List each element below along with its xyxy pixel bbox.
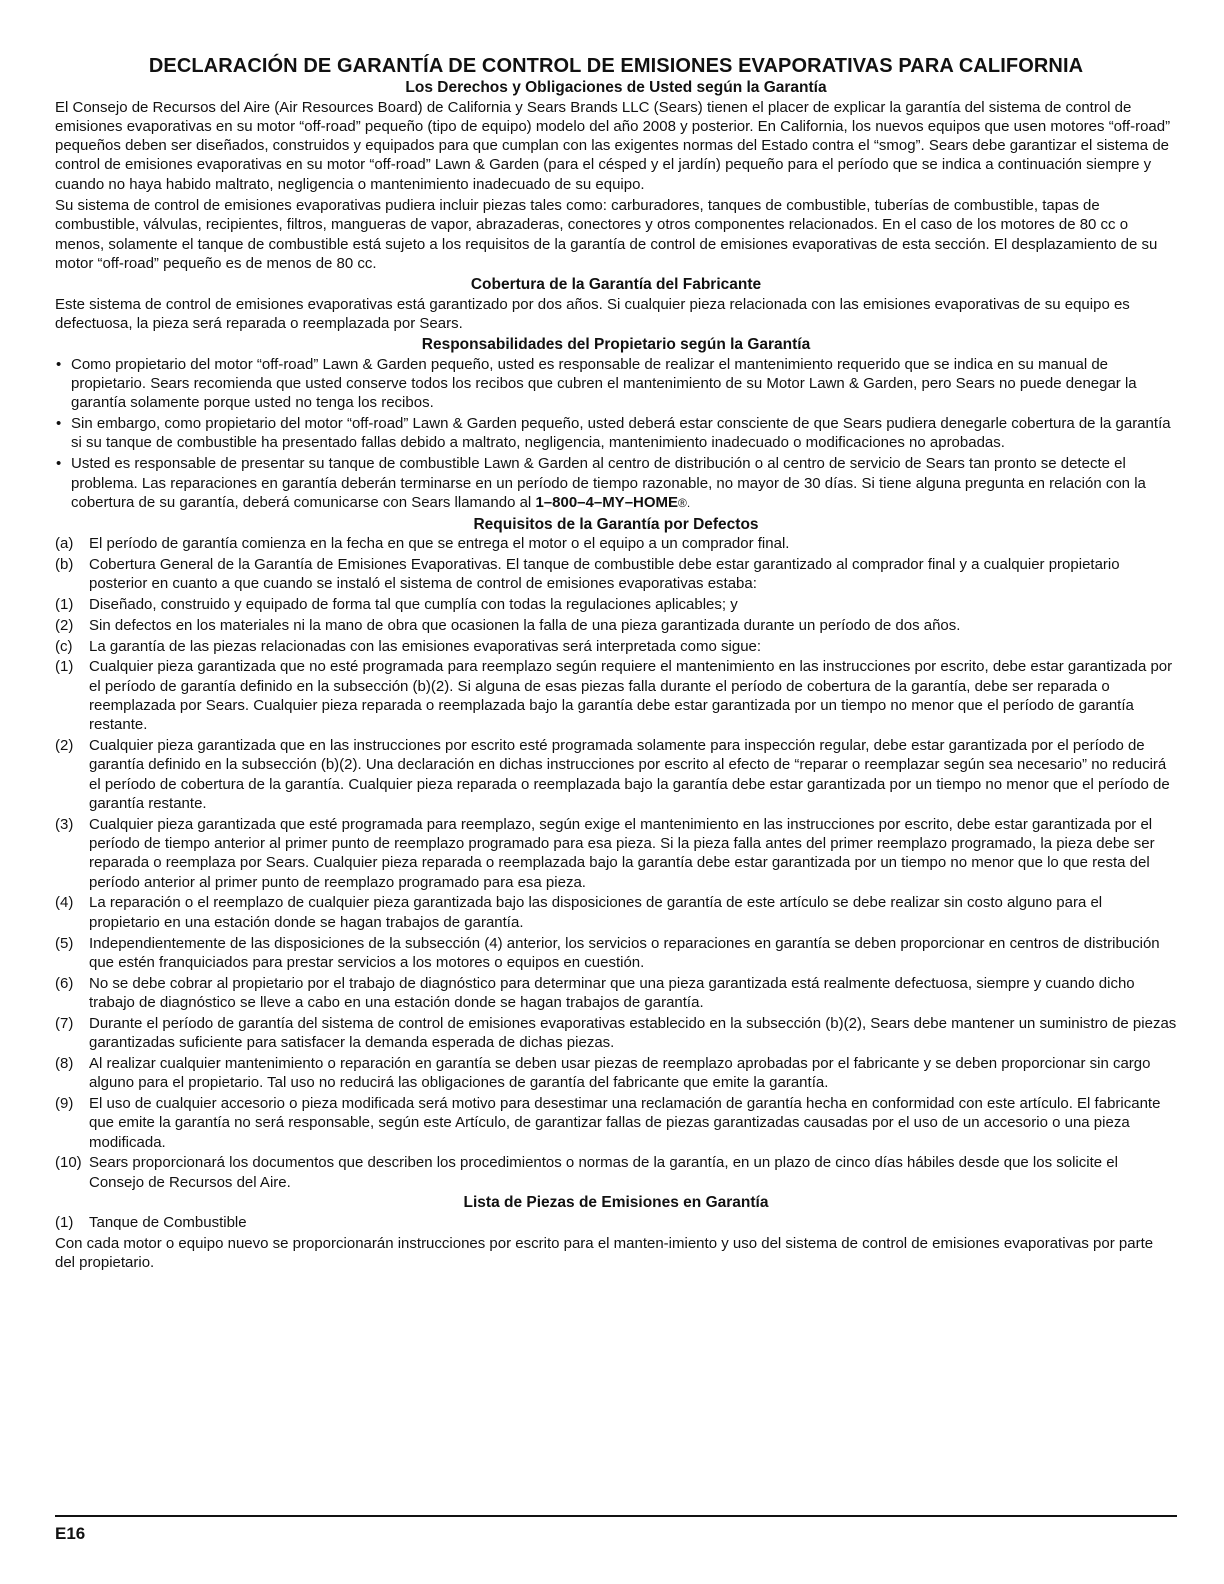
defects-item-text: Cualquier pieza garantizada que en las instrucciones por escrito esté programada solamente para inspección regular, debe estar garantizada por el período de garantía definido en la subsección (b)(2). Una declaración en dichas instrucciones por escrito al efecto de “reparar o reemplazar según sea necesario” no reducirá el período de cobertura de la garantía. Cualquier pieza reparada o reemplazada bajo la garantía debe estar garantizada por un tiempo no menor que el período de garantía restante.: [89, 737, 1170, 812]
defects-item-marker: (4): [55, 894, 74, 912]
defects-item-marker: (1): [55, 596, 74, 614]
defects-list-item: [55, 534, 1177, 553]
owner-bullet: • Como propietario del motor “off-road” Lawn & Garden pequeño, usted es responsable de realizar el mantenimiento requerido que se indica en su manual de propietario. Sears recomienda que usted conserve todos los recibos que cubren el mantenimiento de su Motor Lawn & Garden, pero Sears no puede denegar la garantía solamente porque usted no tenga los recibos.: [55, 355, 1177, 413]
parts-heading: Lista de Piezas de Emisiones en Garantía: [463, 1194, 769, 1212]
footer-divider: [55, 1515, 1177, 1517]
defects-list-item: [55, 657, 1177, 734]
defects-list-item: [55, 1054, 1177, 1093]
sears-phone-number: 1–800–4–MY–HOME: [535, 493, 679, 511]
defects-list-item: [55, 1014, 1177, 1053]
rights-heading: Los Derechos y Obligaciones de Usted según la Garantía: [405, 79, 827, 96]
defects-list-item: [55, 893, 1177, 932]
defects-list-item: [55, 934, 1177, 973]
owner-bullet-list: [55, 355, 1177, 513]
defects-list-item: [55, 974, 1177, 1013]
defects-list-item: [55, 555, 1177, 594]
defects-list-item: [55, 1153, 1177, 1192]
defects-heading: Requisitos de la Garantía por Defectos: [473, 515, 759, 533]
defects-item-text: Cualquier pieza garantizada que esté programada para reemplazo, según exige el mantenimiento en las instrucciones por escrito, debe estar garantizada por el período de tiempo anterior al primer punto de reemplazo programado para esa pieza. Si la pieza falla antes del primer reemplazo programado, la pieza debe ser reparada o reemplaza por Sears. Cualquier pieza reparada o reemplazada bajo la garantía debe estar garantizada por un tiempo no menor que lo que resta del período anterior al primer punto de reemplazo programado para esa pieza.: [89, 815, 1155, 891]
defects-item-marker: (1): [55, 658, 74, 676]
rights-paragraph: Su sistema de control de emisiones evaporativas pudiera incluir piezas tales como: carburadores, tanques de combustible, tuberías de combustible, tapas de combustible, válvulas, recipientes, filtros, mangueras de vapor, abrazaderas, conectores y otros componentes relacionados. En el caso de los motores de 80 cc o menos, solamente el tanque de combustible está sujeto a los requisitos de la garantía de control de emisiones evaporativas de esta sección. El desplazamiento de su motor “off-road” pequeño es de menos de 80 cc.: [55, 196, 1158, 272]
defects-item-text: Cualquier pieza garantizada que no esté programada para reemplazo según requiere el mantenimiento en las instrucciones por escrito, debe estar garantizada por el período de garantía definido en la subsección (b)(2). Si alguna de esas piezas falla durante el período de cobertura de la garantía, debe ser reparada o reemplazada por Sears. Cualquier pieza reparada o reemplazada bajo la garantía debe estar garantizada por un tiempo no menor que el período de garantía restante.: [89, 658, 1173, 734]
defects-list-item: [55, 595, 1177, 614]
parts-list: [55, 1213, 1177, 1232]
defects-item-marker: (2): [55, 616, 74, 634]
page-number: E16: [55, 1524, 86, 1543]
defects-item-text: Cobertura General de la Garantía de Emisiones Evaporativas. El tanque de combustible debe estar garantizado al comprador final y a cualquier propietario posterior en cuanto a que cuando se instaló el sistema de control de emisiones evaporativas estaba:: [89, 555, 1120, 593]
defects-item-text: Sears proporcionará los documentos que describen los procedimientos o normas de la garantía, en un plazo de cinco días hábiles desde que los solicite el Consejo de Recursos del Aire.: [89, 1154, 1118, 1191]
defects-item-text: Diseñado, construido y equipado de forma tal que cumplía con todas la regulaciones aplicables; y: [89, 596, 738, 614]
warranty-document: [55, 54, 1177, 1274]
defects-item-marker: (10): [55, 1154, 82, 1172]
defects-list-item: [55, 815, 1177, 892]
defects-item-text: Al realizar cualquier mantenimiento o reparación en garantía se deben usar piezas de reemplazo aprobadas por el fabricante y se deben proporcionar sin cargo alguno para el propietario. Tal uso no reducirá las obligaciones de garantía del fabricante que emite la garantía.: [89, 1054, 1151, 1092]
defects-list-item: [55, 736, 1177, 813]
defects-list-item: [55, 616, 1177, 635]
defects-list: [55, 534, 1177, 1192]
defects-item-marker: (6): [55, 974, 74, 992]
defects-item-text: Independientemente de las disposiciones de la subsección (4) anterior, los servicios o reparaciones en garantía se deben proporcionar en centros de distribución que estén franquiciados para prestar servicios a los motores o equipos en cuestión.: [89, 934, 1160, 971]
defects-item-marker: (a): [55, 535, 74, 553]
defects-item-text: La reparación o el reemplazo de cualquier pieza garantizada bajo las disposiciones de garantía de este artículo se debe realizar sin costo alguno para el propietario en una estación donde se hagan trabajos de garantía.: [89, 894, 1103, 931]
parts-item-marker: (1): [55, 1213, 74, 1231]
document-title: DECLARACIÓN DE GARANTÍA DE CONTROL DE EMISIONES EVAPORATIVAS PARA CALIFORNIA: [148, 55, 1084, 77]
owner-heading: Responsabilidades del Propietario según la Garantía: [421, 336, 811, 354]
defects-item-marker: (8): [55, 1054, 74, 1072]
defects-list-item: [55, 1094, 1177, 1152]
defects-item-text: Durante el período de garantía del sistema de control de emisiones evaporativas establecido en la subsección (b)(2), Sears debe mantener un suministro de piezas garantizadas suficiente para satisfacer la demanda esperada de dichas piezas.: [89, 1014, 1177, 1052]
defects-item-text: El uso de cualquier accesorio o pieza modificada será motivo para desestimar una reclamación de garantía hecha en conformidad con este artículo. El fabricante que emite la garantía no será responsable, según este Artículo, de garantizar fallas de piezas garantizadas causadas por el uso de un accesorio o una pieza modificada.: [89, 1094, 1161, 1151]
defects-item-marker: (b): [55, 555, 74, 573]
closing-paragraph: Con cada motor o equipo nuevo se proporcionarán instrucciones por escrito para el manten-imiento y uso del sistema de control de emisiones evaporativas por parte del propietario.: [55, 1234, 1154, 1272]
defects-item-marker: (3): [55, 815, 74, 833]
parts-list-item: [55, 1213, 1177, 1232]
parts-item-text: Tanque de Combustible: [89, 1213, 247, 1231]
defects-item-text: El período de garantía comienza en la fecha en que se entrega el motor o el equipo a un comprador final.: [89, 535, 790, 553]
defects-item-marker: (7): [55, 1014, 74, 1032]
phone-suffix: ®.: [678, 495, 691, 510]
defects-item-marker: (9): [55, 1094, 74, 1112]
defects-item-marker: (2): [55, 737, 74, 755]
defects-item-text: No se debe cobrar al propietario por el trabajo de diagnóstico para determinar que una pieza garantizada está realmente defectuosa, siempre y cuando dicho trabajo de diagnóstico se lleve a cabo en una estación donde se hagan trabajos de garantía.: [89, 974, 1135, 1011]
owner-bullet: • Sin embargo, como propietario del motor “off-road” Lawn & Garden pequeño, usted deberá estar consciente de que Sears pudiera denegarle cobertura de la garantía si su tanque de combustible ha presentado fallas debido a maltrato, negligencia, mantenimiento inadecuado o modificaciones no aprobadas.: [55, 414, 1177, 453]
defects-item-text: Sin defectos en los materiales ni la mano de obra que ocasionen la falla de una pieza garantizada durante un período de dos años.: [89, 616, 961, 634]
owner-bullet: [55, 454, 1177, 513]
rights-paragraph: El Consejo de Recursos del Aire (Air Resources Board) de California y Sears Brands LLC (Sears) tienen el placer de explicar la garantía del sistema de control de emisiones evaporativas en su motor “off-road” pequeño (tipo de equipo) modelo del año 2008 y posterior. En California, los nuevos equipos que usen motores “off-road” pequeños deben ser diseñados, construidos y equipados para que cumplan con las exigentes normas del Estado contra el “smog”. Sears debe garantizar el sistema de control de emisiones evaporativas en su motor “off-road” Lawn & Garden (para el césped y el jardín) pequeño para el período que se indica a continuación siempre y cuando no haya habido maltrato, negligencia o mantenimiento inadecuado de su equipo.: [55, 98, 1171, 193]
defects-item-marker: (5): [55, 934, 74, 952]
coverage-heading: Cobertura de la Garantía del Fabricante: [470, 276, 762, 294]
coverage-paragraph: Este sistema de control de emisiones evaporativas está garantizado por dos años. Si cualquier pieza relacionada con las emisiones evaporativas de su equipo es defectuosa, la pieza será reparada o reemplazada por Sears.: [55, 295, 1130, 332]
defects-list-item: [55, 637, 1177, 656]
defects-item-marker: (c): [55, 637, 73, 655]
owner-bullet-text: Usted es responsable de presentar su tanque de combustible Lawn & Garden al centro de distribución o al centro de servicio de Sears tan pronto se detecte el problema. Las reparaciones en garantía deberán terminarse en un período de tiempo razonable, no mayor de 30 días. Si tiene alguna pregunta en relación con la cobertura de su garantía, deberá comunicarse con Sears llamando al: [71, 455, 1146, 511]
defects-item-text: La garantía de las piezas relacionadas con las emisiones evaporativas será interpretada como sigue:: [89, 637, 762, 655]
